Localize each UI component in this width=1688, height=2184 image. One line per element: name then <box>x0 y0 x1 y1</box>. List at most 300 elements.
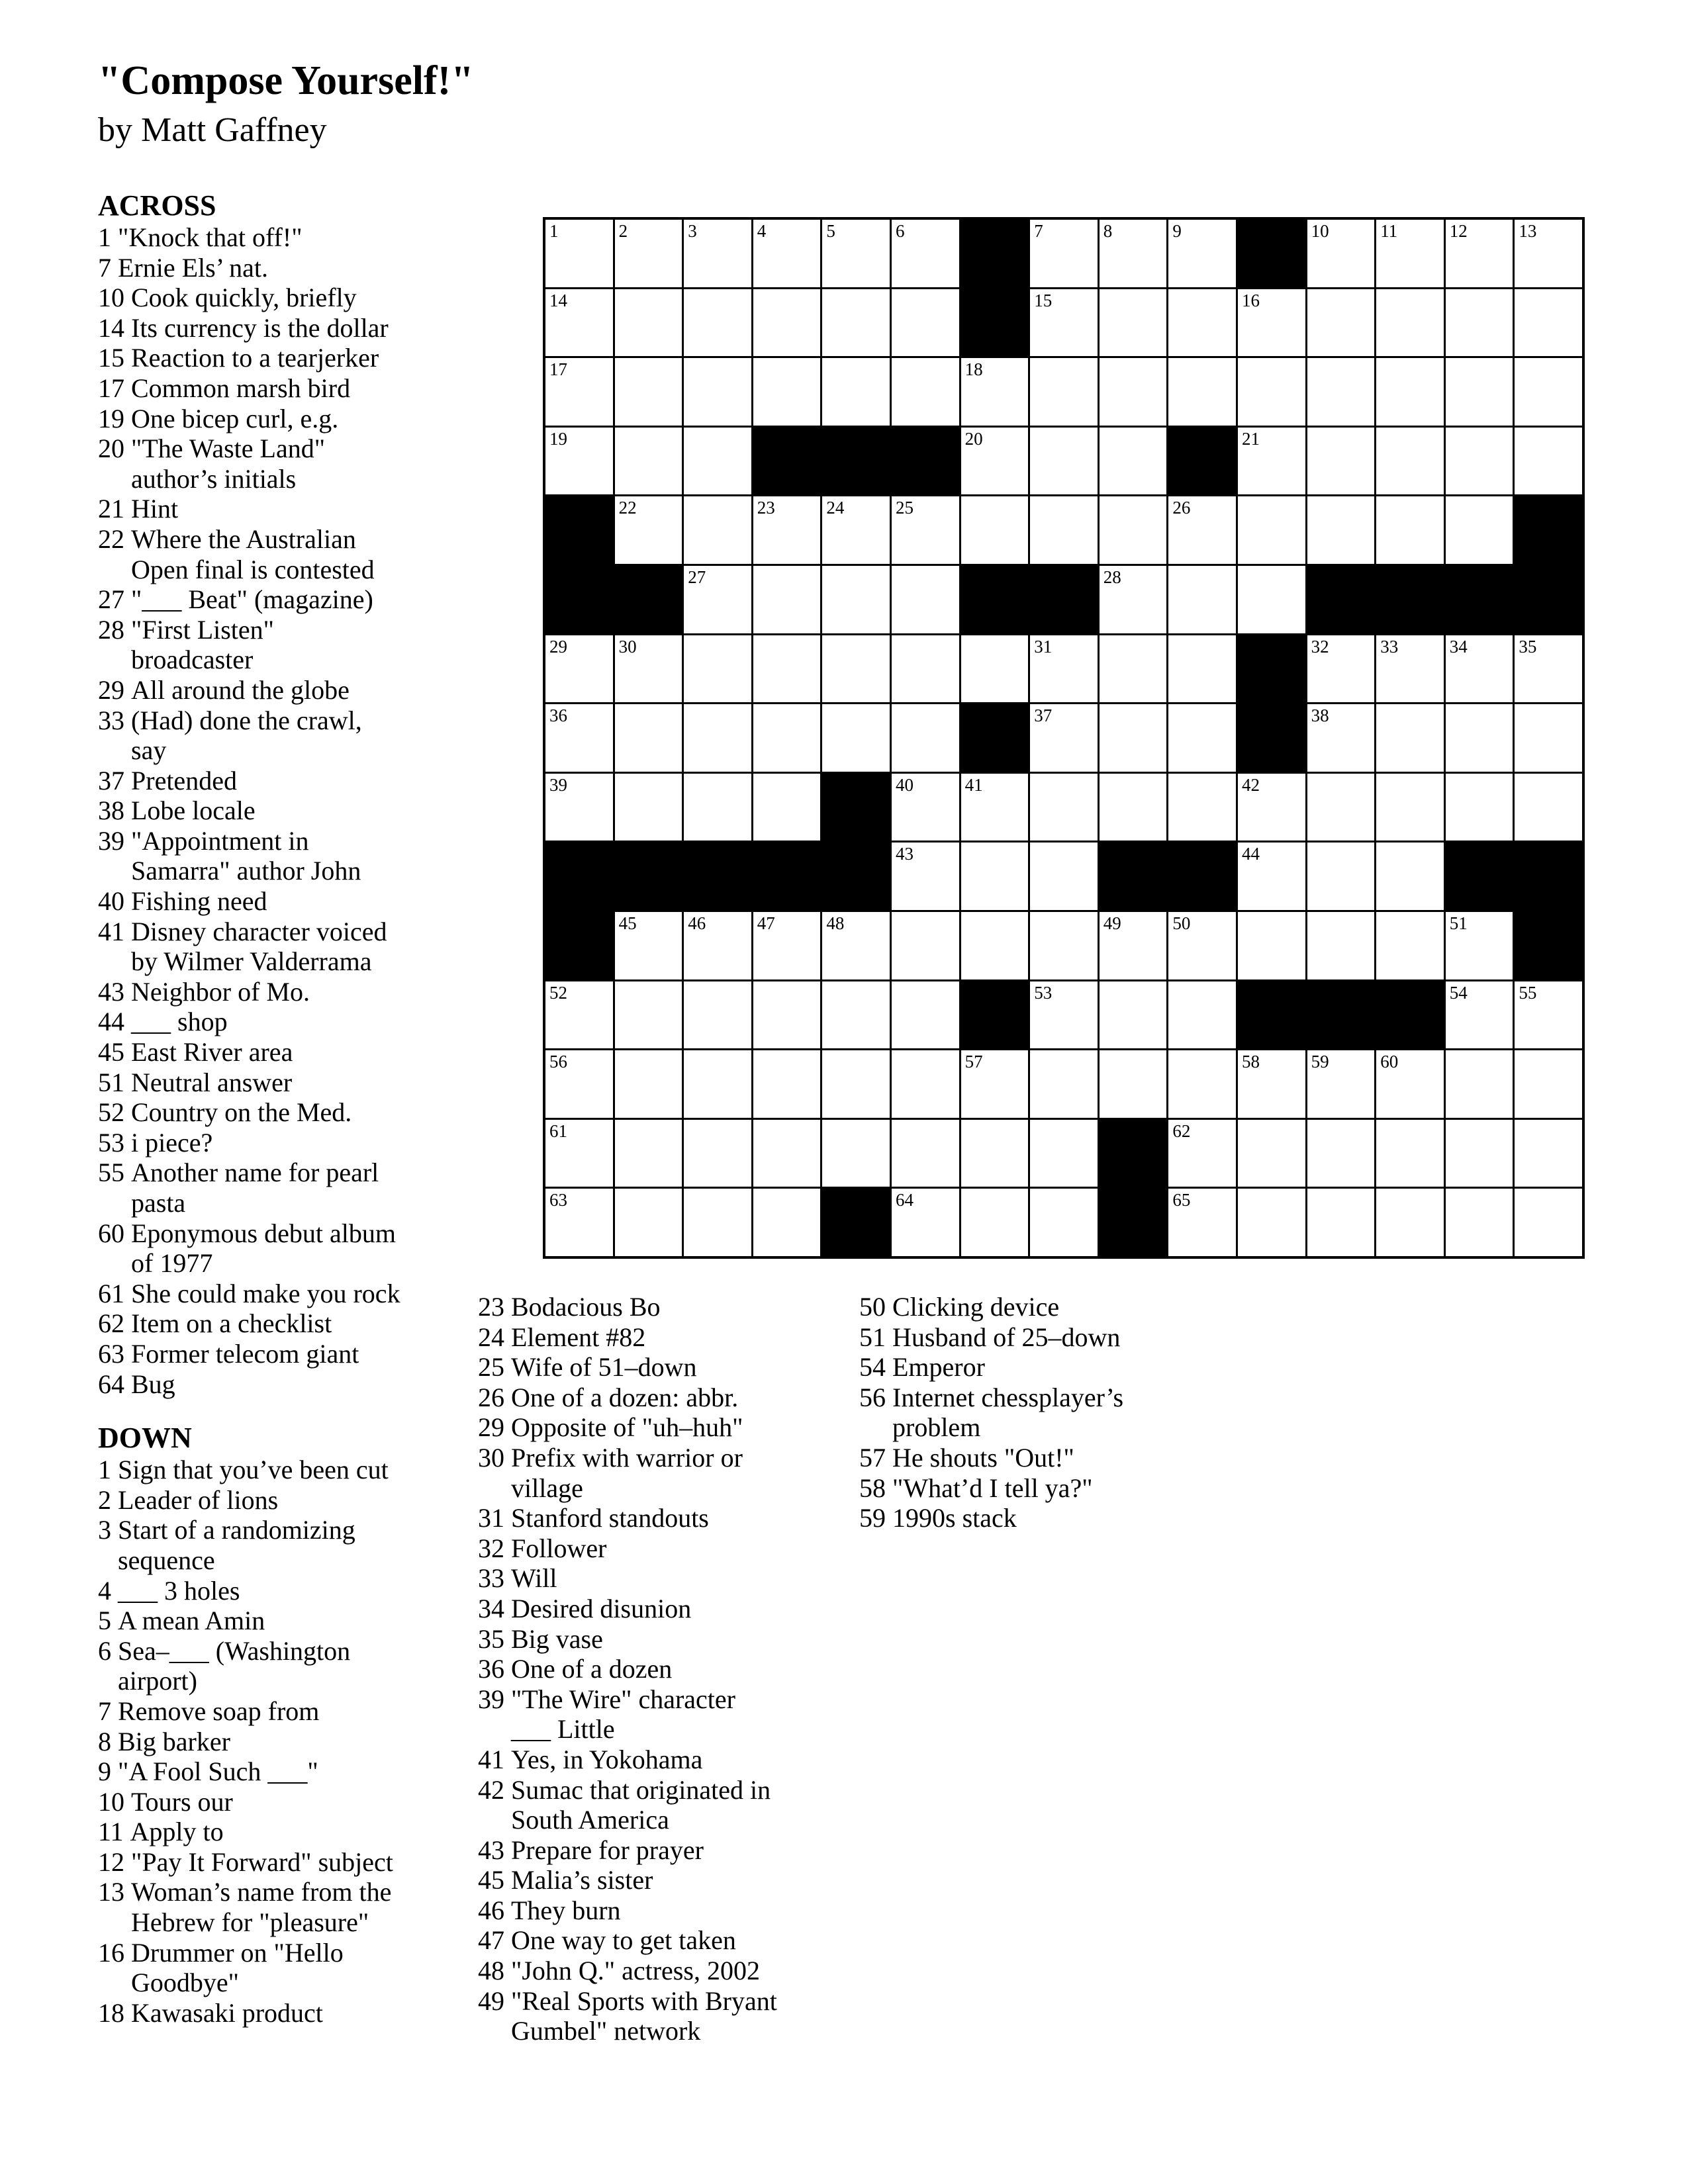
grid-cell[interactable] <box>1100 635 1167 703</box>
across-clue <box>98 1128 455 1158</box>
grid-cell[interactable] <box>1446 1189 1513 1256</box>
grid-cell[interactable] <box>753 358 821 426</box>
grid-cell[interactable] <box>1446 912 1513 979</box>
down-clue <box>859 1443 1230 1473</box>
grid-cell[interactable] <box>615 289 682 357</box>
grid-cell[interactable] <box>1238 289 1305 357</box>
grid-cell[interactable] <box>892 289 959 357</box>
grid-cell[interactable] <box>892 1189 959 1256</box>
grid-cell[interactable] <box>892 842 959 910</box>
grid-cell[interactable] <box>615 635 682 703</box>
cell-number: 33 <box>1380 636 1399 657</box>
grid-cell[interactable] <box>1307 1189 1375 1256</box>
grid-cell[interactable] <box>684 774 751 841</box>
black-square <box>822 842 890 910</box>
across-clue <box>98 433 455 494</box>
grid-cell[interactable] <box>545 1050 613 1118</box>
cell-number: 28 <box>1103 567 1121 587</box>
grid-cell[interactable] <box>1238 842 1305 910</box>
clue-number: 43 <box>478 1835 504 1865</box>
black-square <box>1238 635 1305 703</box>
clue-text: Disney character voiced by Wilmer Valderrama <box>131 916 387 977</box>
grid-cell[interactable] <box>822 289 890 357</box>
grid-cell[interactable] <box>1168 912 1236 979</box>
grid-cell[interactable] <box>1238 496 1305 564</box>
grid-cell[interactable] <box>1030 842 1098 910</box>
clue-text: Husband of 25–down <box>892 1322 1121 1352</box>
clue-number: 30 <box>478 1442 504 1473</box>
grid-cell[interactable] <box>1100 774 1167 841</box>
black-square <box>822 428 890 495</box>
down-clue <box>478 1624 849 1655</box>
down-clue <box>478 1322 849 1353</box>
grid-cell[interactable] <box>753 566 821 633</box>
grid-cell[interactable] <box>753 704 821 772</box>
grid-cell[interactable] <box>892 496 959 564</box>
grid-cell[interactable] <box>684 496 751 564</box>
grid-cell[interactable] <box>1376 428 1444 495</box>
grid-cell[interactable] <box>1168 704 1236 772</box>
down-clue <box>98 1817 455 1847</box>
grid-cell[interactable] <box>684 912 751 979</box>
down-clue <box>98 1877 455 1937</box>
grid-cell[interactable] <box>1307 289 1375 357</box>
black-square <box>1238 220 1305 287</box>
grid-cell[interactable] <box>1446 1050 1513 1118</box>
black-square <box>545 496 613 564</box>
grid-cell[interactable] <box>753 635 821 703</box>
grid-cell[interactable] <box>1376 496 1444 564</box>
down-clue <box>478 1503 849 1533</box>
cell-number: 51 <box>1449 913 1468 933</box>
clue-number: 44 <box>98 1007 124 1037</box>
grid-cell[interactable] <box>615 1120 682 1187</box>
grid-cell[interactable] <box>1376 704 1444 772</box>
grid-cell[interactable] <box>1307 1120 1375 1187</box>
clue-text: A mean Amin <box>118 1606 265 1636</box>
grid-cell[interactable] <box>545 1120 613 1187</box>
grid-cell[interactable] <box>1446 289 1513 357</box>
grid-cell[interactable] <box>753 774 821 841</box>
grid-cell[interactable] <box>822 635 890 703</box>
grid-cell[interactable] <box>1168 358 1236 426</box>
grid-cell[interactable] <box>1168 774 1236 841</box>
grid-cell[interactable] <box>1376 1120 1444 1187</box>
grid-cell[interactable] <box>1307 496 1375 564</box>
grid-cell[interactable] <box>1515 358 1582 426</box>
grid-cell[interactable] <box>1168 1050 1236 1118</box>
grid-cell[interactable] <box>615 1189 682 1256</box>
grid-cell[interactable] <box>545 774 613 841</box>
grid-cell[interactable] <box>961 1050 1029 1118</box>
grid-cell[interactable] <box>545 981 613 1049</box>
grid-cell[interactable] <box>1446 358 1513 426</box>
grid-cell[interactable] <box>1446 704 1513 772</box>
grid-cell[interactable] <box>961 358 1029 426</box>
grid-cell[interactable] <box>684 981 751 1049</box>
across-clue <box>98 886 455 917</box>
grid-cell[interactable] <box>822 566 890 633</box>
grid-cell[interactable] <box>615 220 682 287</box>
grid-cell[interactable] <box>1515 1189 1582 1256</box>
cell-number: 62 <box>1172 1120 1191 1141</box>
across-clue <box>98 1369 455 1400</box>
clue-text: "The Wire" character ___ Little <box>511 1684 735 1745</box>
grid-cell[interactable] <box>545 704 613 772</box>
grid-cell[interactable] <box>1307 1050 1375 1118</box>
clue-number: 18 <box>98 1997 124 2028</box>
clue-number: 6 <box>98 1635 111 1666</box>
black-square <box>1376 981 1444 1049</box>
grid-cell[interactable] <box>545 358 613 426</box>
clue-number: 41 <box>98 916 124 946</box>
grid-cell[interactable] <box>1100 289 1167 357</box>
clue-number: 60 <box>98 1218 124 1248</box>
clue-number: 58 <box>859 1473 886 1503</box>
grid-cell[interactable] <box>961 1120 1029 1187</box>
across-clue <box>98 1218 455 1279</box>
grid-cell[interactable] <box>1030 635 1098 703</box>
down-clue <box>478 1865 849 1895</box>
grid-cell[interactable] <box>1307 358 1375 426</box>
grid-cell[interactable] <box>1030 289 1098 357</box>
clue-text: Tours our <box>131 1786 233 1817</box>
grid-cell[interactable] <box>615 774 682 841</box>
grid-cell[interactable] <box>1376 220 1444 287</box>
grid-cell[interactable] <box>1030 358 1098 426</box>
grid-cell[interactable] <box>1238 358 1305 426</box>
grid-cell[interactable] <box>1515 774 1582 841</box>
down-clue <box>98 1847 455 1878</box>
grid-cell[interactable] <box>822 704 890 772</box>
clue-number: 1 <box>98 1455 111 1485</box>
clue-text: Follower <box>511 1533 607 1563</box>
cell-number: 14 <box>549 290 567 310</box>
clue-text: She could make you rock <box>131 1278 400 1308</box>
clue-text: "Appointment in Samarra" author John <box>131 825 361 886</box>
clue-text: "Knock that off!" <box>118 222 303 252</box>
clue-number: 36 <box>478 1654 504 1684</box>
grid-cell[interactable] <box>684 289 751 357</box>
grid-cell[interactable] <box>1030 496 1098 564</box>
grid-cell[interactable] <box>1515 1120 1582 1187</box>
grid-cell[interactable] <box>892 566 959 633</box>
grid-cell[interactable] <box>1030 774 1098 841</box>
grid-cell[interactable] <box>1168 220 1236 287</box>
grid-cell[interactable] <box>1030 1189 1098 1256</box>
grid-cell[interactable] <box>1168 635 1236 703</box>
grid-cell[interactable] <box>1238 566 1305 633</box>
grid-cell[interactable] <box>1376 912 1444 979</box>
grid-cell[interactable] <box>822 981 890 1049</box>
black-square <box>1168 842 1236 910</box>
black-square <box>822 774 890 841</box>
grid-cell[interactable] <box>1515 635 1582 703</box>
grid-cell[interactable] <box>615 1050 682 1118</box>
grid-cell[interactable] <box>1307 704 1375 772</box>
grid-cell[interactable] <box>1238 1120 1305 1187</box>
grid-cell[interactable] <box>1376 1050 1444 1118</box>
black-square <box>615 566 682 633</box>
across-heading: ACROSS <box>98 189 216 222</box>
grid-cell[interactable] <box>1515 981 1582 1049</box>
grid-cell[interactable] <box>545 1189 613 1256</box>
across-clue <box>98 373 455 404</box>
grid-cell[interactable] <box>1446 1120 1513 1187</box>
cell-number: 40 <box>895 774 914 795</box>
grid-cell[interactable] <box>961 635 1029 703</box>
grid-cell[interactable] <box>822 358 890 426</box>
across-clue <box>98 1097 455 1128</box>
crossword-grid <box>543 217 1585 1259</box>
clue-number: 22 <box>98 523 124 554</box>
clue-text: Sumac that originated in South America <box>511 1774 771 1835</box>
grid-cell[interactable] <box>1168 981 1236 1049</box>
grid-cell[interactable] <box>1376 289 1444 357</box>
grid-cell[interactable] <box>961 912 1029 979</box>
down-clue-list-continued <box>478 1292 849 2046</box>
cell-number: 20 <box>964 428 983 449</box>
grid-cell[interactable] <box>684 1189 751 1256</box>
clue-text: "Real Sports with Bryant Gumbel" network <box>511 1985 777 2046</box>
across-clue <box>98 404 455 434</box>
grid-cell[interactable] <box>684 635 751 703</box>
grid-cell[interactable] <box>1515 428 1582 495</box>
clue-number: 24 <box>478 1322 504 1352</box>
grid-cell[interactable] <box>1307 220 1375 287</box>
clue-text: Kawasaki product <box>131 1997 323 2028</box>
grid-cell[interactable] <box>753 912 821 979</box>
grid-cell[interactable] <box>753 289 821 357</box>
grid-cell[interactable] <box>892 912 959 979</box>
clue-text: Lobe locale <box>131 796 256 826</box>
clue-number: 15 <box>98 343 124 373</box>
grid-cell[interactable] <box>822 912 890 979</box>
grid-cell[interactable] <box>1100 704 1167 772</box>
grid-cell[interactable] <box>1238 1050 1305 1118</box>
down-clue-list <box>98 1455 455 2028</box>
down-clue <box>859 1292 1230 1322</box>
clue-number: 54 <box>859 1352 886 1383</box>
cell-number: 35 <box>1519 636 1537 657</box>
grid-cell[interactable] <box>892 1120 959 1187</box>
black-square <box>1515 912 1582 979</box>
black-square <box>1307 981 1375 1049</box>
grid-cell[interactable] <box>1100 428 1167 495</box>
grid-cell[interactable] <box>822 220 890 287</box>
clue-number: 9 <box>98 1756 111 1787</box>
grid-cell[interactable] <box>545 220 613 287</box>
down-clue <box>98 1515 455 1575</box>
grid-cell[interactable] <box>1376 358 1444 426</box>
grid-cell[interactable] <box>753 981 821 1049</box>
grid-cell[interactable] <box>753 496 821 564</box>
grid-cell[interactable] <box>615 428 682 495</box>
grid-cell[interactable] <box>1100 566 1167 633</box>
grid-cell[interactable] <box>753 1050 821 1118</box>
grid-cell[interactable] <box>822 496 890 564</box>
grid-cell[interactable] <box>545 635 613 703</box>
cell-number: 4 <box>757 221 767 241</box>
grid-cell[interactable] <box>1376 842 1444 910</box>
grid-cell[interactable] <box>1515 1050 1582 1118</box>
grid-cell[interactable] <box>684 220 751 287</box>
grid-cell[interactable] <box>1030 1050 1098 1118</box>
grid-cell[interactable] <box>892 635 959 703</box>
grid-cell[interactable] <box>1376 774 1444 841</box>
grid-cell[interactable] <box>1168 566 1236 633</box>
grid-cell[interactable] <box>1168 1120 1236 1187</box>
grid-cell[interactable] <box>684 428 751 495</box>
grid-cell[interactable] <box>1307 774 1375 841</box>
grid-cell[interactable] <box>1030 981 1098 1049</box>
grid-cell[interactable] <box>1168 496 1236 564</box>
grid-cell[interactable] <box>892 358 959 426</box>
clue-text: Pretended <box>131 765 237 796</box>
grid-cell[interactable] <box>1446 496 1513 564</box>
grid-cell[interactable] <box>1100 496 1167 564</box>
clue-text: Drummer on "Hello Goodbye" <box>131 1937 344 1998</box>
clue-number: 43 <box>98 976 124 1007</box>
grid-cell[interactable] <box>1376 1189 1444 1256</box>
grid-cell[interactable] <box>822 1120 890 1187</box>
grid-cell[interactable] <box>1030 1120 1098 1187</box>
clue-text: "___ Beat" (magazine) <box>131 584 373 615</box>
grid-cell[interactable] <box>753 220 821 287</box>
clue-text: Bodacious Bo <box>511 1292 661 1322</box>
grid-cell[interactable] <box>684 1120 751 1187</box>
clue-number: 4 <box>98 1575 111 1606</box>
grid-cell[interactable] <box>892 704 959 772</box>
grid-cell[interactable] <box>545 289 613 357</box>
grid-cell[interactable] <box>1515 289 1582 357</box>
cell-number: 38 <box>1311 705 1329 726</box>
clue-text: They burn <box>511 1895 621 1925</box>
cell-number: 29 <box>549 636 567 657</box>
grid-cell[interactable] <box>1307 912 1375 979</box>
clue-text: Sign that you’ve been cut <box>118 1455 389 1485</box>
grid-cell[interactable] <box>615 704 682 772</box>
grid-cell[interactable] <box>1446 428 1513 495</box>
grid-cell[interactable] <box>1168 289 1236 357</box>
grid-cell[interactable] <box>1515 220 1582 287</box>
clue-number: 45 <box>478 1865 504 1895</box>
black-square <box>1100 1189 1167 1256</box>
grid-cell[interactable] <box>1030 704 1098 772</box>
grid-cell[interactable] <box>1030 912 1098 979</box>
grid-cell[interactable] <box>1100 912 1167 979</box>
clue-number: 28 <box>98 614 124 645</box>
clue-text: Will <box>511 1563 557 1594</box>
down-clue <box>98 1756 455 1787</box>
down-clue <box>478 1956 849 1986</box>
grid-cell[interactable] <box>684 358 751 426</box>
clue-text: Clicking device <box>892 1292 1060 1322</box>
grid-cell[interactable] <box>1307 842 1375 910</box>
grid-cell[interactable] <box>1238 912 1305 979</box>
clue-text: Internet chessplayer’s problem <box>892 1382 1124 1443</box>
down-clue <box>98 1485 455 1516</box>
grid-cell[interactable] <box>1100 981 1167 1049</box>
clue-number: 5 <box>98 1606 111 1636</box>
grid-cell[interactable] <box>1238 774 1305 841</box>
grid-cell[interactable] <box>1030 220 1098 287</box>
down-clue <box>478 1352 849 1383</box>
cell-number: 49 <box>1103 913 1121 933</box>
clue-text: Bug <box>131 1369 175 1399</box>
down-clue <box>478 1835 849 1866</box>
grid-cell[interactable] <box>1446 774 1513 841</box>
grid-cell[interactable] <box>892 1050 959 1118</box>
grid-cell[interactable] <box>1030 428 1098 495</box>
black-square <box>1100 842 1167 910</box>
grid-cell[interactable] <box>753 1120 821 1187</box>
grid-cell[interactable] <box>961 496 1029 564</box>
grid-cell[interactable] <box>1100 1050 1167 1118</box>
clue-text: "A Fool Such ___" <box>118 1756 318 1787</box>
grid-cell[interactable] <box>1100 358 1167 426</box>
grid-cell[interactable] <box>1446 635 1513 703</box>
clue-number: 53 <box>98 1127 124 1158</box>
grid-cell[interactable] <box>615 912 682 979</box>
grid-cell[interactable] <box>961 428 1029 495</box>
grid-cell[interactable] <box>1515 704 1582 772</box>
black-square <box>961 566 1029 633</box>
grid-cell[interactable] <box>822 1050 890 1118</box>
cell-number: 61 <box>549 1120 567 1141</box>
down-clue <box>478 1745 849 1775</box>
cell-number: 25 <box>895 498 914 518</box>
down-clue <box>859 1322 1230 1353</box>
down-clue <box>98 1727 455 1757</box>
grid-cell[interactable] <box>1376 635 1444 703</box>
grid-cell[interactable] <box>961 842 1029 910</box>
black-square <box>753 428 821 495</box>
across-clue <box>98 524 455 584</box>
grid-cell[interactable] <box>753 1189 821 1256</box>
grid-cell[interactable] <box>1100 220 1167 287</box>
grid-cell[interactable] <box>1446 981 1513 1049</box>
black-square <box>1168 428 1236 495</box>
grid-cell[interactable] <box>1238 428 1305 495</box>
grid-cell[interactable] <box>1238 1189 1305 1256</box>
grid-cell[interactable] <box>892 220 959 287</box>
clue-number: 34 <box>478 1593 504 1623</box>
grid-cell[interactable] <box>684 566 751 633</box>
grid-cell[interactable] <box>615 496 682 564</box>
grid-cell[interactable] <box>961 774 1029 841</box>
clue-text: Country on the Med. <box>131 1097 352 1128</box>
clue-text: Emperor <box>892 1352 985 1383</box>
clue-number: 7 <box>98 252 111 283</box>
down-clue <box>98 1787 455 1817</box>
grid-cell[interactable] <box>1446 220 1513 287</box>
grid-cell[interactable] <box>892 981 959 1049</box>
grid-cell[interactable] <box>615 981 682 1049</box>
grid-cell[interactable] <box>892 774 959 841</box>
grid-cell[interactable] <box>615 358 682 426</box>
grid-cell[interactable] <box>545 428 613 495</box>
grid-cell[interactable] <box>961 1189 1029 1256</box>
grid-cell[interactable] <box>1307 428 1375 495</box>
grid-cell[interactable] <box>684 704 751 772</box>
grid-cell[interactable] <box>1168 1189 1236 1256</box>
grid-cell[interactable] <box>1307 635 1375 703</box>
byline: by Matt Gaffney <box>98 111 327 149</box>
clue-number: 64 <box>98 1369 124 1399</box>
across-clue <box>98 917 455 977</box>
grid-cell[interactable] <box>684 1050 751 1118</box>
